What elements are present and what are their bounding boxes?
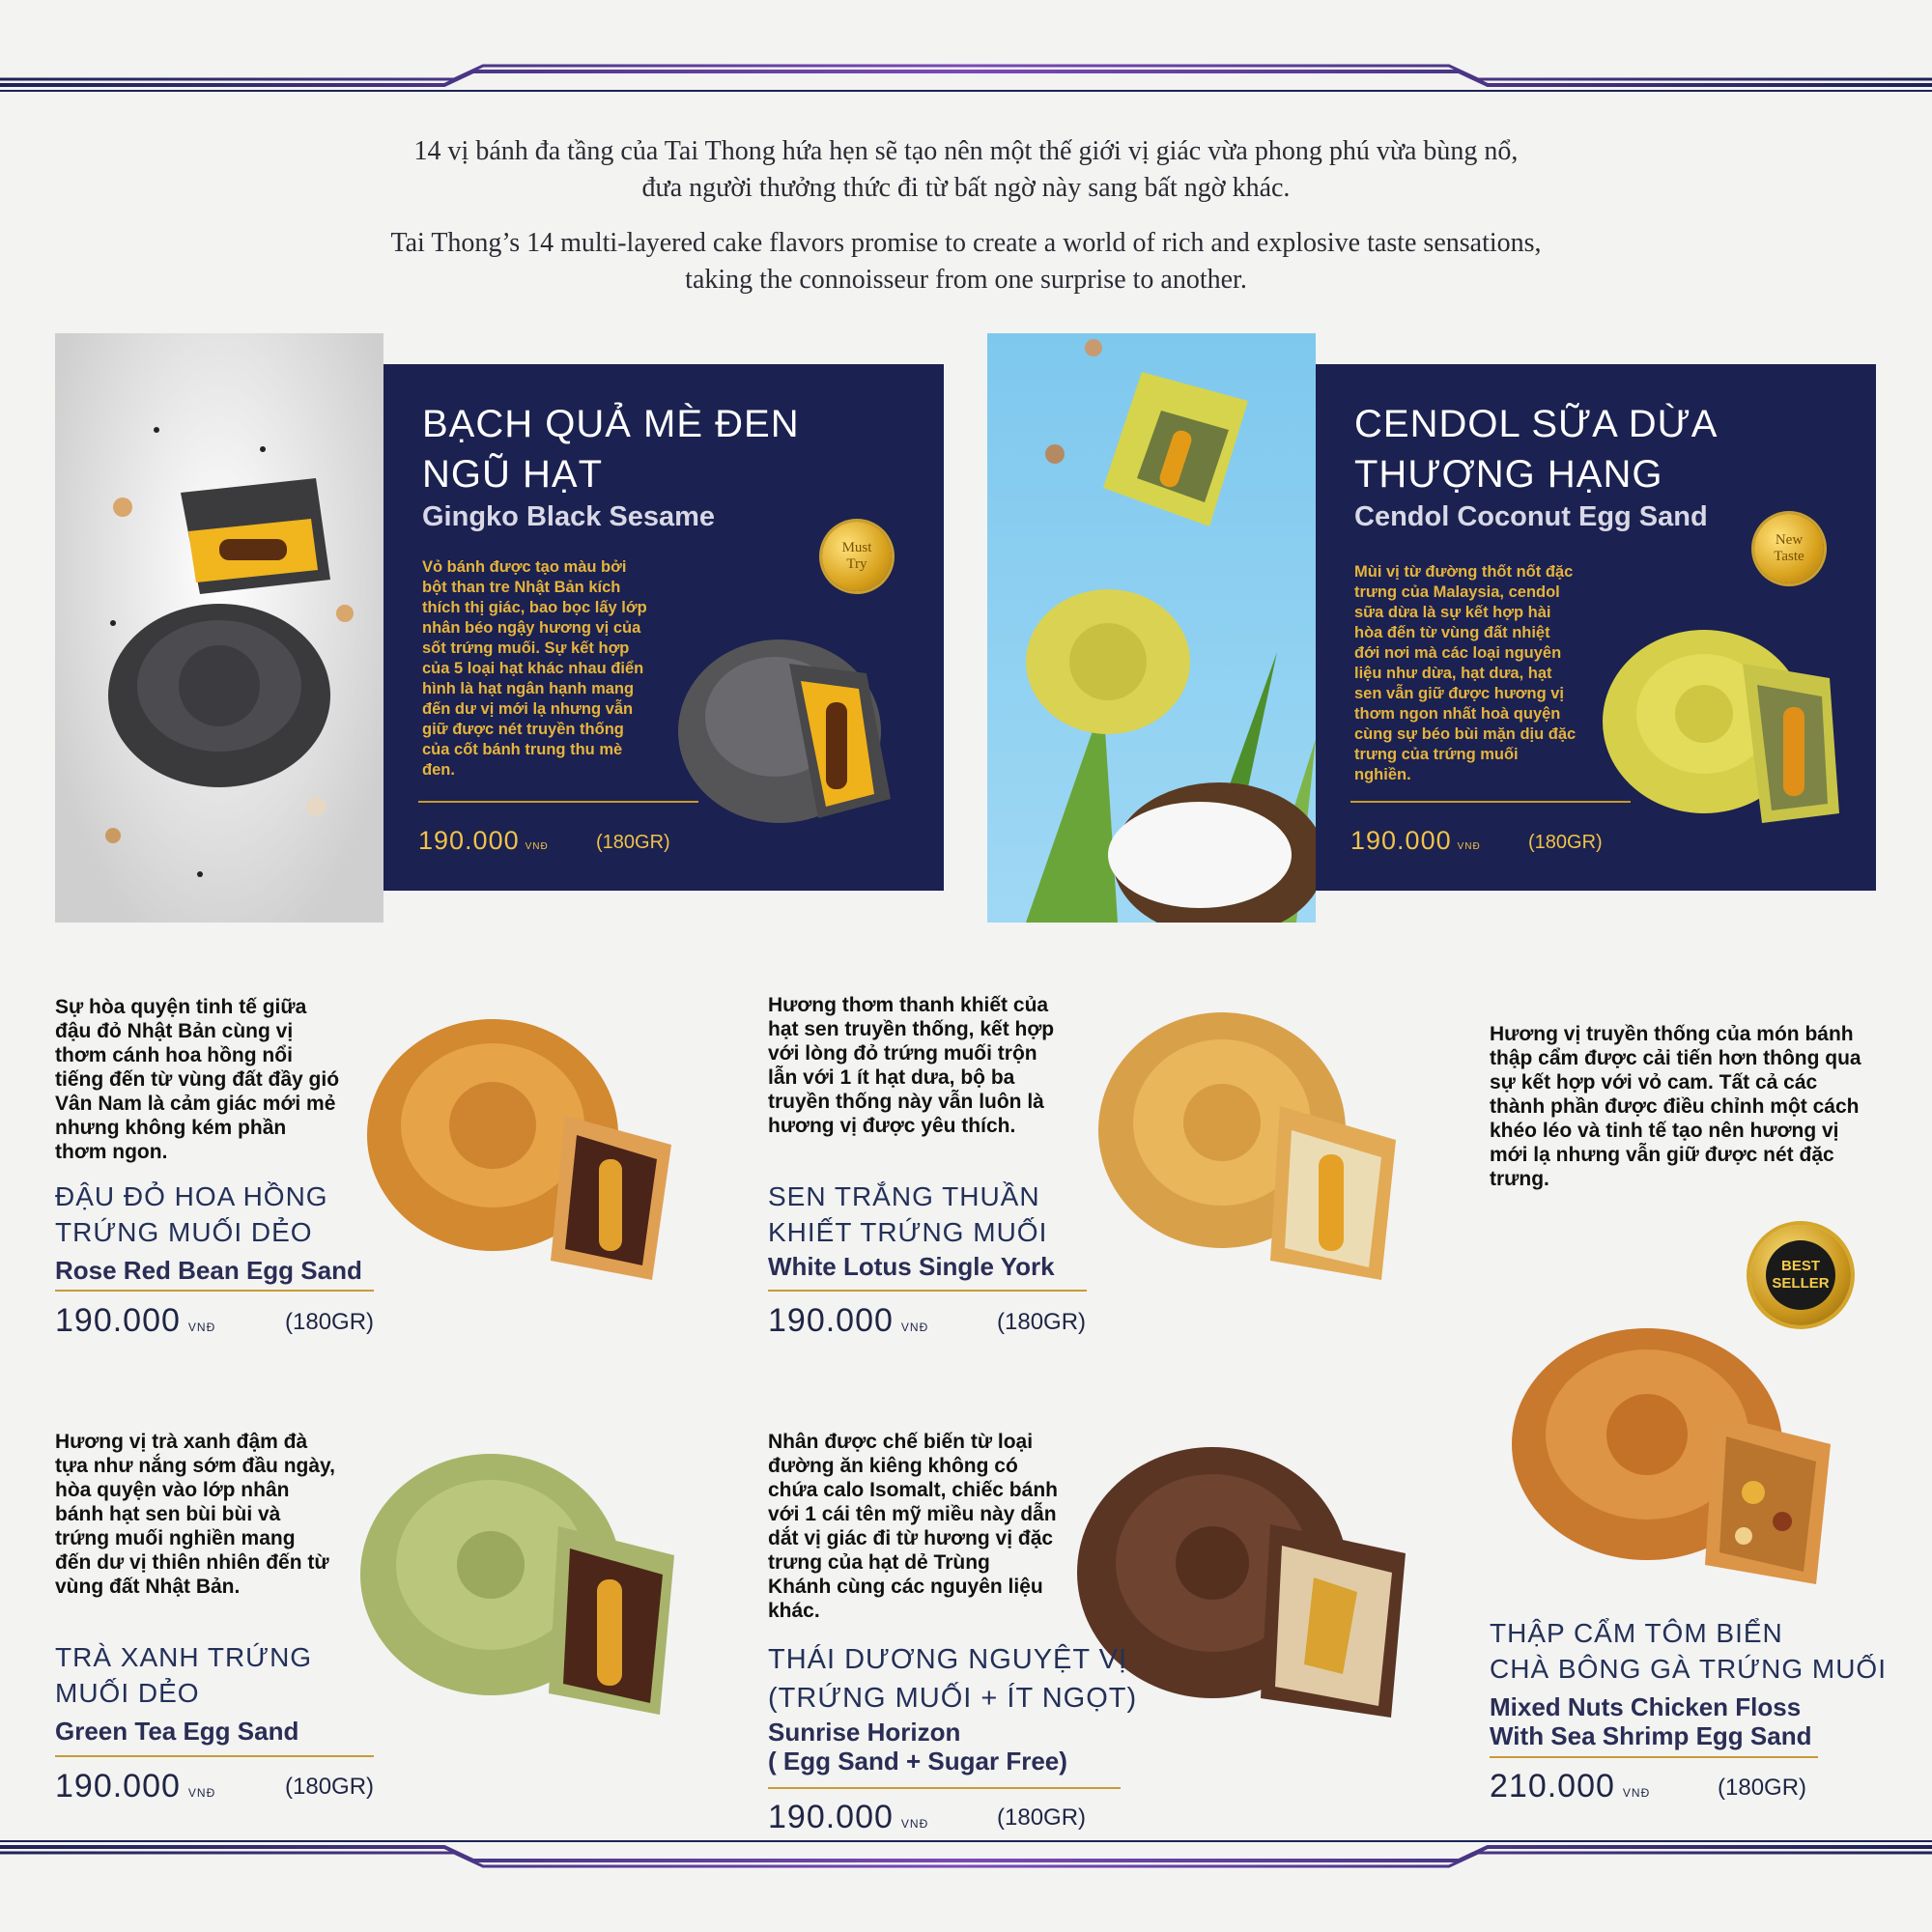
product-4-description: Hương vị trà xanh đậm đà tựa như nắng sớm đầu ngày, hòa quyện vào lớp nhân bánh hạt sen bùi bùi và trứng muối nghiền mang đến dư vị thiên nhiên đến từ vùng đất Nhật Bản. bbox=[55, 1431, 335, 1598]
product-3-en-name: Mixed Nuts Chicken Floss With Sea Shrimp Egg Sand bbox=[1490, 1692, 1812, 1750]
featured-2-vn-title: CENDOL SỮA DỪA THƯỢNG HẠNG bbox=[1354, 403, 1719, 496]
product-3-vn-name: THẬP CẨM TÔM BIỂN CHÀ BÔNG GÀ TRỨNG MUỐI bbox=[1490, 1618, 1887, 1684]
featured-card-cendol-coconut bbox=[1316, 364, 1876, 891]
cendol-mooncake-illustration bbox=[987, 333, 1316, 923]
product-5-en-name: Sunrise Horizon ( Egg Sand + Sugar Free) bbox=[768, 1718, 1067, 1776]
product-5-price: 190.000 VNĐ bbox=[768, 1799, 929, 1835]
product-1-vn-name: ĐẬU ĐỎ HOA HỒNG TRỨNG MUỐI DẺO bbox=[55, 1181, 328, 1247]
product-5-description: Nhân được chế biến từ loại đường ăn kiêng không có chứa calo Isomalt, chiếc bánh với 1 cái tên mỹ miều này dẫn dắt vị giác đi từ hương vị đặc trưng của hạt dẻ Trùng Khánh cùng các nguyên liệu khác. bbox=[768, 1431, 1058, 1622]
must-try-badge: Must Try bbox=[822, 522, 892, 591]
product-1-weight: (180GR) bbox=[285, 1309, 375, 1335]
featured-2-en-title: Cendol Coconut Egg Sand bbox=[1354, 501, 1708, 532]
product-3-divider bbox=[1490, 1756, 1818, 1758]
black-mooncake-illustration bbox=[55, 333, 384, 923]
featured-2-divider bbox=[1350, 801, 1631, 803]
intro-english bbox=[0, 225, 1932, 298]
product-4-vn-name: TRÀ XANH TRỨNG MUỐI DẺO bbox=[55, 1642, 313, 1708]
black-sesame-cake-illustration bbox=[673, 606, 924, 838]
product-5-weight: (180GR) bbox=[997, 1804, 1087, 1831]
rose-red-bean-cake-illustration bbox=[362, 1000, 696, 1290]
product-1-divider bbox=[55, 1290, 374, 1292]
featured-1-photo bbox=[55, 333, 384, 923]
featured-1-weight: (180GR) bbox=[596, 832, 670, 853]
intro-vn-line-1: 14 vị bánh đa tầng của Tai Thong hứa hẹn sẽ tạo nên một thế giới vị giác vừa phong phú vừa bùng nổ, bbox=[413, 136, 1519, 166]
product-2-weight: (180GR) bbox=[997, 1309, 1087, 1335]
featured-2-price: 190.000 VNĐ bbox=[1350, 826, 1481, 855]
product-4-weight: (180GR) bbox=[285, 1774, 375, 1800]
featured-1-vn-title: BẠCH QUẢ MÈ ĐEN NGŨ HẠT bbox=[422, 403, 800, 496]
featured-card-gingko-black-sesame bbox=[384, 364, 944, 891]
product-4-price: 190.000 VNĐ bbox=[55, 1768, 216, 1804]
product-2-description: Hương thơm thanh khiết của hạt sen truyền thống, kết hợp với lòng đỏ trứng muối trộn lẫn với 1 ít hạt dưa, bộ ba truyền thống này vẫn luôn là hương vị được yêu thích. bbox=[768, 994, 1055, 1137]
featured-1-divider bbox=[418, 801, 698, 803]
featured-2-weight: (180GR) bbox=[1528, 832, 1603, 853]
product-4-divider bbox=[55, 1755, 374, 1757]
intro-vietnamese bbox=[0, 133, 1932, 207]
cendol-cake-illustration bbox=[1598, 606, 1859, 838]
white-lotus-cake-illustration bbox=[1087, 995, 1425, 1290]
product-2-en-name: White Lotus Single York bbox=[768, 1252, 1055, 1281]
product-5-vn-name: THÁI DƯƠNG NGUYỆT VỊ (TRỨNG MUỐI + ÍT NGỌT) bbox=[768, 1644, 1138, 1714]
featured-1-description: Vỏ bánh được tạo màu bởi bột than tre Nhật Bản kích thích thị giác, bao bọc lấy lớp nhân béo ngậy hương vị của sốt trứng muối. Sự kết hợp của 5 loại hạt khác nhau điển hình là hạt ngân hạnh mang đến dư vị mới lạ nhưng vẫn giữ được nét truyền thống của cốt bánh trung thu mè đen. bbox=[422, 558, 647, 779]
bottom-decorative-border bbox=[0, 1835, 1932, 1874]
intro-en-line-1: Tai Thong’s 14 multi-layered cake flavors promise to create a world of rich and explosive taste sensations, bbox=[390, 228, 1542, 258]
featured-1-price: 190.000 VNĐ bbox=[418, 826, 549, 855]
green-tea-cake-illustration bbox=[355, 1435, 698, 1729]
product-2-price: 190.000 VNĐ bbox=[768, 1302, 929, 1339]
featured-2-photo bbox=[987, 333, 1316, 923]
intro-vn-line-2: đưa người thưởng thức đi từ bất ngờ này sang bất ngờ khác. bbox=[641, 173, 1291, 203]
product-3-weight: (180GR) bbox=[1718, 1775, 1807, 1801]
best-seller-seal: BEST SELLER bbox=[1750, 1225, 1851, 1325]
product-1-en-name: Rose Red Bean Egg Sand bbox=[55, 1256, 362, 1285]
product-3-price: 210.000 VNĐ bbox=[1490, 1768, 1651, 1804]
product-2-vn-name: SEN TRẮNG THUẦN KHIẾT TRỨNG MUỐI bbox=[768, 1181, 1048, 1247]
product-1-price: 190.000 VNĐ bbox=[55, 1302, 216, 1339]
top-decorative-border bbox=[0, 58, 1932, 97]
product-2-divider bbox=[768, 1290, 1087, 1292]
featured-2-description: Mùi vị từ đường thốt nốt đặc trưng của Malaysia, cendol sữa dừa là sự kết hợp hài hòa đến từ vùng đất nhiệt đới nơi mà các loại nguyên liệu như dừa, hạt dưa, hạt sen vẫn giữ được hương vị thơm ngon nhất hoà quyện cùng sự béo bùi mặn dịu đặc trưng của trứng muối nghiền. bbox=[1354, 563, 1577, 783]
product-3-description: Hương vị truyền thống của món bánh thập cẩm được cải tiến hơn thông qua sự kết hợp với vỏ cam. Tất cả các thành phần được điều chỉnh một cách khéo léo và tinh tế tạo nên hương vị mới lạ nhưng vẫn giữ được nét đặc trưng. bbox=[1490, 1023, 1861, 1190]
featured-1-en-title: Gingko Black Sesame bbox=[422, 501, 716, 532]
product-4-en-name: Green Tea Egg Sand bbox=[55, 1717, 299, 1746]
mixed-nuts-cake-illustration bbox=[1502, 1309, 1850, 1599]
intro-en-line-2: taking the connoisseur from one surprise to another. bbox=[685, 265, 1247, 295]
product-1-description: Sự hòa quyện tinh tế giữa đậu đỏ Nhật Bản cùng vị thơm cánh hoa hồng nổi tiếng đến từ vùng đất đầy gió Vân Nam là cảm giác mới mẻ nhưng không kém phần thơm ngon. bbox=[55, 996, 340, 1163]
new-taste-badge: New Taste bbox=[1754, 514, 1824, 583]
product-5-divider bbox=[768, 1787, 1121, 1789]
